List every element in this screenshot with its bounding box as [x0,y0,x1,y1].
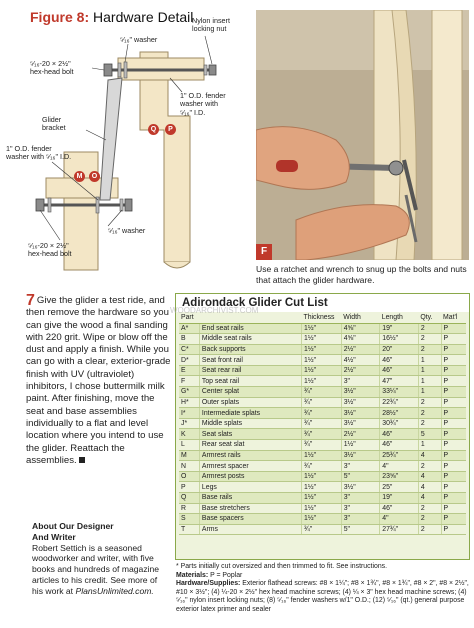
cell-qty: 2 [418,503,441,514]
cell-material: P [441,397,466,408]
end-mark-icon [79,457,85,463]
cell-width: 2½" [341,429,380,440]
cell-thickness: ¾" [301,397,341,408]
step-number: 7 [26,292,35,309]
cell-material: P [441,450,466,461]
table-row [179,482,466,493]
cell-qty: 1 [418,440,441,451]
cell-thickness: 1½" [301,503,341,514]
cut-list-table [179,312,466,535]
post-shape [140,52,190,262]
cell-name: Seat slats [199,429,301,440]
header-length: Length [380,312,419,323]
cell-part: D* [179,355,199,366]
cell-name: Center splat [199,387,301,398]
figure-label: Figure 8: [30,9,90,25]
cell-qty: 2 [418,408,441,419]
cell-part: K [179,429,199,440]
cell-thickness: ¾" [301,408,341,419]
cell-length: 30¾" [380,418,419,429]
cut-list-body [179,323,466,535]
designer-link[interactable]: PlansUnlimited.com. [75,585,154,596]
cell-length: 23⅝" [380,471,419,482]
cell-material: P [441,387,466,398]
watermark: WOODARCHIVIST.COM [170,306,259,315]
glider-bracket-shape [100,78,122,200]
cell-width: 1½" [341,440,380,451]
callout-washer-top: ⁵⁄₁₆" washer [120,35,158,44]
cell-qty: 4 [418,482,441,493]
photo-caption: Use a ratchet and wrench to snug up the bolts and nuts that attach the glider hardware. [256,264,467,285]
cell-length: 25" [380,482,419,493]
cell-part: B [179,334,199,345]
cell-thickness: 1½" [301,376,341,387]
cell-material: P [441,493,466,504]
table-row [179,387,466,398]
step-7 [26,292,174,467]
table-row [179,355,466,366]
table-row [179,461,466,472]
table-row [179,334,466,345]
header-material: Mat'l [441,312,466,323]
table-row [179,344,466,355]
cell-width: 4⅝" [341,334,380,345]
cell-length: 4" [380,461,419,472]
cut-list-panel [175,293,470,560]
cell-width: 3" [341,503,380,514]
cell-thickness: 1½" [301,450,341,461]
cell-length: 22¾" [380,397,419,408]
cell-material: P [441,461,466,472]
header-thickness: Thickness [301,312,341,323]
cell-qty: 2 [418,418,441,429]
cell-thickness: ¾" [301,440,341,451]
table-row [179,365,466,376]
cell-material: P [441,514,466,525]
part-tag-p: P [165,124,176,135]
cell-qty: 2 [418,514,441,525]
cell-name: Armrest rails [199,450,301,461]
table-row [179,514,466,525]
cell-width: 3½" [341,408,380,419]
cell-part: R [179,503,199,514]
callout-fender-washer-right: 1" O.D. fender washer with ⁵⁄₁₆" I.D. [180,91,226,117]
designer-heading-2: And Writer [32,531,76,542]
cell-name: Middle splats [199,418,301,429]
cell-thickness: 1½" [301,482,341,493]
cell-part: F [179,376,199,387]
designer-box [32,521,162,597]
cell-qty: 5 [418,429,441,440]
cell-length: 27¾" [380,524,419,535]
table-row [179,429,466,440]
hardware-note [176,580,472,614]
cell-material: P [441,376,466,387]
cell-material: P [441,355,466,366]
materials-note [176,572,472,581]
table-row [179,493,466,504]
materials-value: P = Poplar [210,571,243,579]
step-text: Give the glider a test ride, and then remove the hardware so you can give the wood a final sanding with 220 grit. Wipe or blow off the dust and apply a finish. While you can go with a clear, exterior-grade finish with UV (ultraviolet) inhibitors, I chose buttermilk milk paint. After finishing, move the seat and base assemblies individually to a flat and level location where you intend to use the glider. Reattach the assemblies. [26,295,171,466]
cell-length: 16½" [380,334,419,345]
cell-qty: 4 [418,471,441,482]
cell-length: 46" [380,365,419,376]
cell-material: P [441,429,466,440]
cell-length: 46" [380,440,419,451]
table-row [179,418,466,429]
cell-part: H* [179,397,199,408]
cell-length: 46" [380,429,419,440]
figure-title-text: Hardware Detail [93,9,194,25]
cell-name: Base rails [199,493,301,504]
cell-qty: 2 [418,323,441,334]
part-tag-q: Q [148,124,159,135]
cell-width: 3" [341,514,380,525]
cell-width: 5" [341,471,380,482]
cell-width: 5" [341,524,380,535]
cell-name: Rear seat slat [199,440,301,451]
table-row [179,323,466,334]
cell-material: P [441,344,466,355]
hardware-figure [0,0,250,285]
cell-name: Seat front rail [199,355,301,366]
cell-thickness: 1½" [301,355,341,366]
cell-part: T [179,524,199,535]
cell-thickness: ¾" [301,524,341,535]
cell-material: P [441,503,466,514]
cell-material: P [441,524,466,535]
cell-part: N [179,461,199,472]
callout-bolt-top: ⁵⁄₁₆-20 × 2½" hex-head bolt [30,59,74,77]
cell-material: P [441,440,466,451]
table-row [179,503,466,514]
cell-width: 3½" [341,418,380,429]
cell-qty: 4 [418,450,441,461]
cell-qty: 4 [418,493,441,504]
callout-washer-bottom: ⁵⁄₁₆" washer [108,226,146,235]
table-row [179,471,466,482]
cell-part: M [179,450,199,461]
cell-length: 19" [380,323,419,334]
cell-thickness: ¾" [301,418,341,429]
table-row [179,376,466,387]
table-row [179,450,466,461]
cell-part: Q [179,493,199,504]
cell-length: 46" [380,503,419,514]
callout-bolt-bottom: ⁵⁄₁₆-20 × 2½" hex-head bolt [28,241,72,259]
cell-width: 4½" [341,355,380,366]
photo-illustration [256,10,469,260]
asterisk-note: * Parts initially cut oversized and then trimmed to fit. See instructions. [176,563,388,570]
cell-material: P [441,334,466,345]
cell-length: 19" [380,493,419,504]
hardware-label: Hardware/Supplies: [176,580,241,587]
cell-material: P [441,418,466,429]
cell-qty: 1 [418,355,441,366]
cell-name: Armrest spacer [199,461,301,472]
cell-part: J* [179,418,199,429]
header-part: Part [179,312,199,323]
cell-part: G* [179,387,199,398]
cell-name: Armrest posts [199,471,301,482]
cell-part: P [179,482,199,493]
materials-label: Materials: [176,571,209,579]
cell-name: Legs [199,482,301,493]
cell-name: Intermediate splats [199,408,301,419]
callout-fender-washer-left: 1" O.D. fender washer with ⁵⁄₁₆" I.D. [6,144,72,162]
cell-width: 4⅝" [341,323,380,334]
part-tag-o: O [89,171,100,182]
cell-thickness: 1½" [301,493,341,504]
part-tag-m: M [74,171,85,182]
cell-name: Arms [199,524,301,535]
cell-width: 3½" [341,397,380,408]
cell-name: Top seat rail [199,376,301,387]
cell-name: Base spacers [199,514,301,525]
designer-text: Robert Settich is a seasoned woodworker and writer, with five books and hundreds of magazine articles to his credit. See more of his work at [32,542,160,596]
table-row [179,440,466,451]
cell-width: 3½" [341,482,380,493]
cell-width: 3½" [341,450,380,461]
cell-thickness: 1½" [301,365,341,376]
cell-thickness: 1½" [301,344,341,355]
cell-width: 3½" [341,387,380,398]
cell-part: C* [179,344,199,355]
cell-name: Outer splats [199,397,301,408]
table-row [179,524,466,535]
cell-qty: 2 [418,524,441,535]
header-qty: Qty. [418,312,441,323]
cell-qty: 2 [418,344,441,355]
cell-thickness: 1½" [301,323,341,334]
cell-width: 3" [341,493,380,504]
cell-qty: 2 [418,461,441,472]
cell-length: 33¼" [380,387,419,398]
cell-thickness: ¾" [301,461,341,472]
post-foot-shape [164,262,190,268]
cell-part: A* [179,323,199,334]
cell-thickness: 1½" [301,334,341,345]
cell-material: P [441,365,466,376]
cell-part: O [179,471,199,482]
cell-part: S [179,514,199,525]
cell-part: E [179,365,199,376]
cell-length: 46" [380,355,419,366]
cell-material: P [441,323,466,334]
cell-thickness: ¾" [301,387,341,398]
cell-width: 2½" [341,344,380,355]
cell-name: Back supports [199,344,301,355]
cell-width: 2½" [341,365,380,376]
cell-length: 47" [380,376,419,387]
cut-list-title: Adirondack Glider Cut List [176,294,469,312]
cell-material: P [441,482,466,493]
photo-badge: F [256,244,272,260]
cell-part: L [179,440,199,451]
cell-thickness: ¾" [301,429,341,440]
cell-length: 28½" [380,408,419,419]
cell-qty: 1 [418,376,441,387]
table-row [179,408,466,419]
cell-width: 3" [341,461,380,472]
cell-name: Middle seat rails [199,334,301,345]
cell-name: Seat rear rail [199,365,301,376]
assembly-photo [256,10,469,260]
table-row [179,397,466,408]
cell-material: P [441,408,466,419]
cell-part: I* [179,408,199,419]
hardware-value: Exterior flathead screws: #8 × 1¼"; #8 × 1¾", #8 × 1¾", #8 × 2", #8 × 2½", #10 × 3½"; (4) ¼-20 × 2½" hex head machine screws; (4) ¼ × 3" hex head machine screws; (4) ⁵⁄₁₆" nylon insert locking nuts; (8) ⁵⁄₁₆" fender washers w/1" O.D.; (12) ⁵⁄₁₆" (qt.) general purpose exterior latex primer and sealer [176,580,469,613]
cell-name: Base stretchers [199,503,301,514]
header-width: Width [341,312,380,323]
cut-list-notes [176,563,472,614]
cell-material: P [441,471,466,482]
cell-qty: 2 [418,397,441,408]
cell-thickness: 1½" [301,514,341,525]
callout-glider-bracket: Glider bracket [42,115,66,133]
cell-length: 20" [380,344,419,355]
callout-nylon-nut: Nylon insert locking nut [192,16,230,34]
cell-qty: 2 [418,334,441,345]
cell-qty: 1 [418,365,441,376]
cell-width: 3" [341,376,380,387]
cell-thickness: 1½" [301,471,341,482]
cell-name: End seat rails [199,323,301,334]
designer-heading-1: About Our Designer [32,521,114,531]
cell-length: 25¾" [380,450,419,461]
cell-qty: 1 [418,387,441,398]
cell-length: 4" [380,514,419,525]
